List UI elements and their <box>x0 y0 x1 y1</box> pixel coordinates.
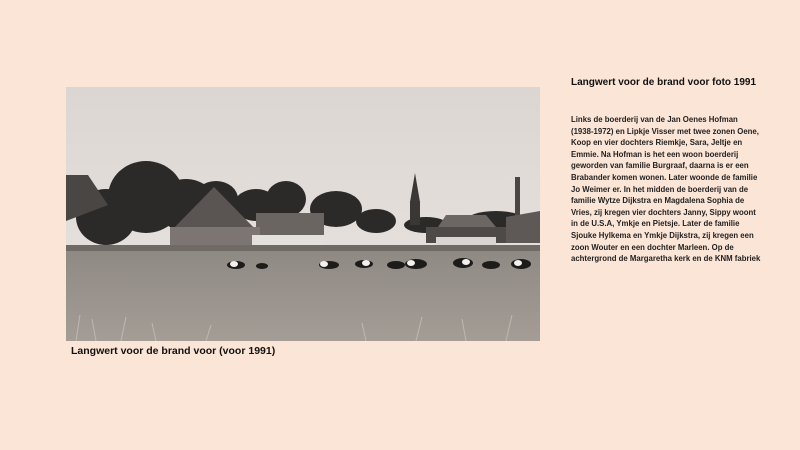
factory-chimney <box>515 177 520 217</box>
photo-caption: Langwert voor de brand voor (voor 1991) <box>71 345 276 357</box>
side-description <box>571 114 761 265</box>
description-text: Links de boerderij van de Jan Oenes Hofman (1938-1972) en Lipkje Visser met twee zonen Oene, Koop en vier dochters Riemkje, Sara, Jeltje en Emmie. Na Hofman is het een woon boerderij geworden van familie Burgraaf, daarna is er een Brabander komen wonen. Later woonde de familie Jo Weimer er. In het midden de boerderij van de familie Wytze Dijkstra en Magdalena Sophia de Vries, zij kregen vier dochters Janny, Sippy woont in de U.S.A, Ymkje en Pietsje. Later de familie Sjouke Hylkema en Ymkje Dijkstra, zij kregen een zoon Wouter en een dochter Marleen. Op de achtergrond de Margaretha kerk en de KNM fabriek <box>571 115 761 264</box>
historic-photo <box>66 87 540 341</box>
side-title: Langwert voor de brand voor foto 1991 <box>571 77 757 88</box>
